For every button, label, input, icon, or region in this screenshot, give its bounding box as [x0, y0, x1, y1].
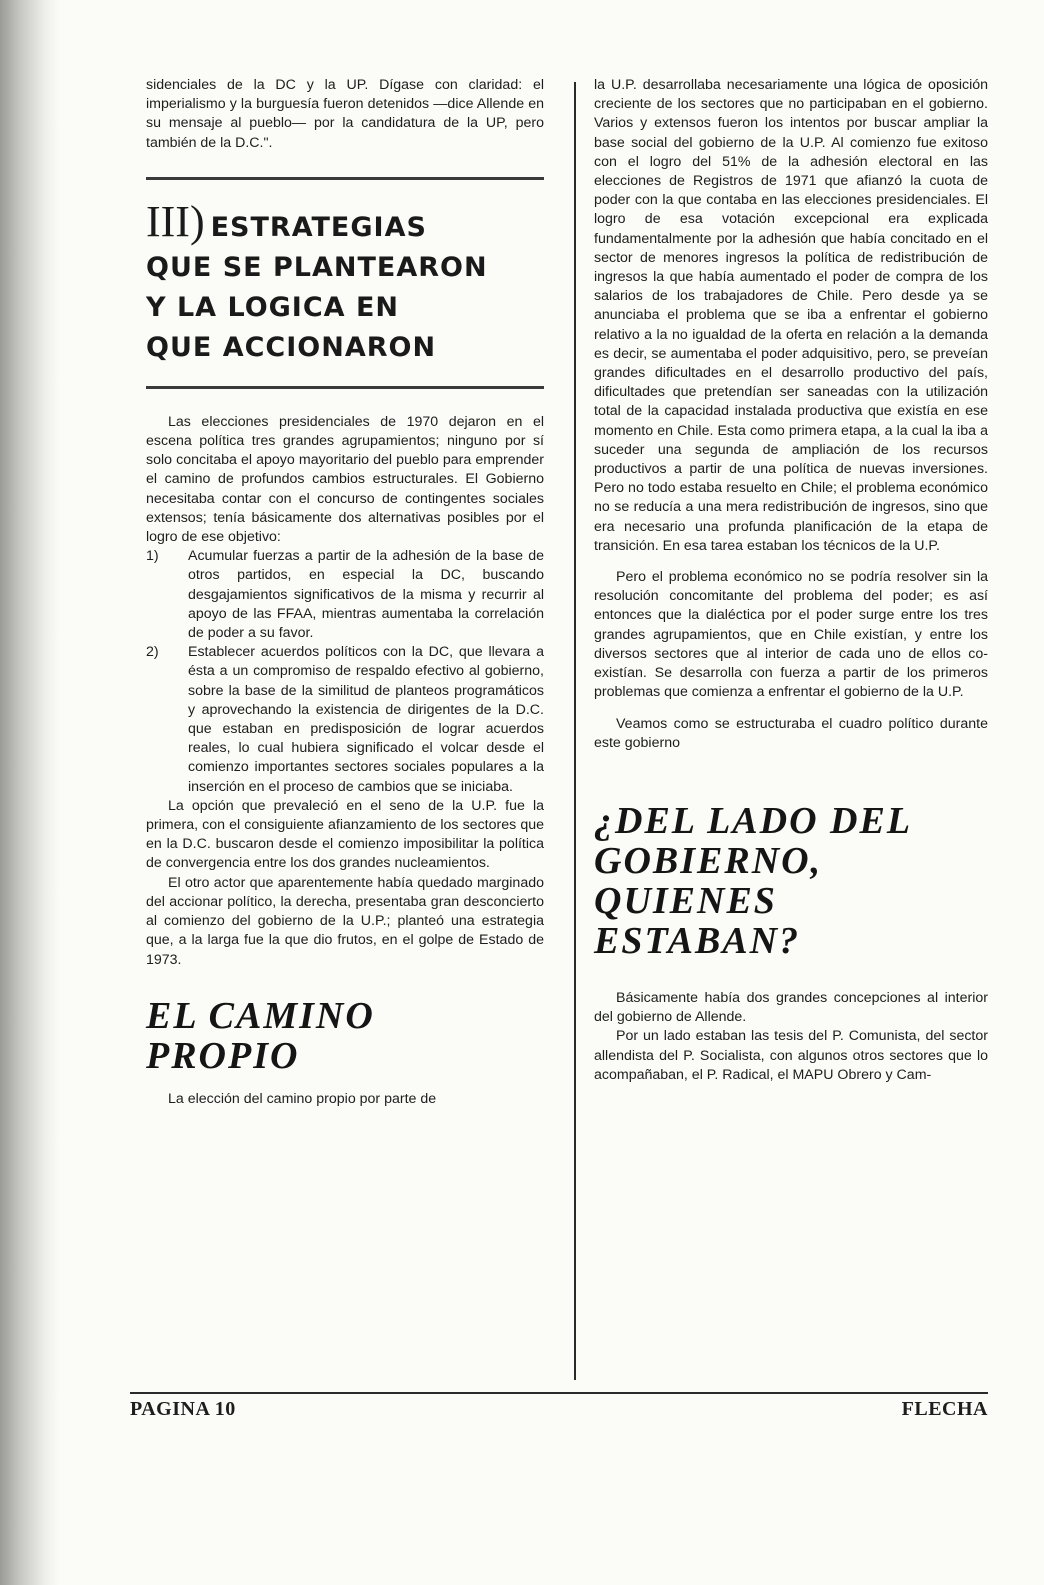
section-title-line-1: ESTRATEGIAS [210, 211, 427, 243]
page-number: PAGINA 10 [130, 1398, 236, 1420]
list-item-number: 2) [146, 644, 159, 661]
list-item-number: 1) [146, 548, 159, 565]
intro-paragraph: sidenciales de la DC y la UP. Dígase con claridad: el imperialismo y la burguesía fueron detenidos —dice Allende en su mensaje al pueblo— por la candidatura de la UP, pero también de la D.C.". [146, 77, 544, 151]
paragraph: Básicamente había dos grandes concepciones al interior del gobierno de Allende. [594, 989, 988, 1026]
list-item [146, 643, 544, 797]
section-title-line-3: Y LA LOGICA EN [146, 291, 400, 323]
paragraph: El otro actor que aparentemente había quedado marginado del accionar político, la derecha, presentaba gran desconcierto al comienzo del gobierno de la U.P.; planteó una estrategia que, a la larga fue la que dio frutos, en el golpe de Estado de 1973. [146, 874, 544, 968]
page-edge-shadow [0, 0, 60, 1585]
alternatives-list [146, 547, 544, 797]
paragraph: Las elecciones presidenciales de 1970 dejaron en el escena política tres grandes agrupamientos; ninguno por sí solo concitaba el apoyo mayoritario del pueblo para emprender el camino de profundos cambios estructurales. El Gobierno necesitaba contar con el concurso de contingentes sociales extensos; tenía básicamente dos alternativas posibles por el logro de ese objetivo: [146, 413, 544, 546]
page-footer [130, 1392, 988, 1424]
heading-line-1: ¿DEL LADO DEL [594, 799, 913, 842]
section-title-line-4: QUE ACCIONARON [146, 331, 437, 363]
column-divider [574, 82, 576, 1380]
paragraph: Veamos como se estructuraba el cuadro político durante este gobierno [594, 715, 988, 751]
paragraph: La opción que prevaleció en el seno de la U.P. fue la primera, con el consiguiente afianzamiento de los sectores que en la D.C. buscaron desde el comienzo imposibilitar la política de convergencia entre los dos grandes nucleamientos. [146, 797, 544, 872]
paragraph: Pero el problema económico no se podría resolver sin la resolución concomitante del problema del poder; es así entonces que la dialéctica por el poder surge entre los tres grandes agrupamientos, que en Chile existían, y entre los diversos sectores que al interior de cada uno de ellos co-existían. Se desarrolla con fuerza a partir de los primeros problemas que comienza a enfrentar el gobierno de la U.P. [594, 569, 988, 701]
paragraph: La elección del camino propio por parte de [168, 1090, 437, 1107]
section-roman-numeral: III) [146, 196, 205, 246]
magazine-name: FLECHA [901, 1398, 988, 1420]
heading-del-lado-del-gobierno [594, 801, 988, 961]
heading-line-3: QUIENES [594, 879, 777, 922]
left-column [146, 76, 544, 1109]
heading-line-2: PROPIO [146, 1034, 300, 1077]
list-item-text: Acumular fuerzas a partir de la adhesión de la base de otros partidos, en especial la DC, buscando desgajamientos significativos de la misma y recurrir al apoyo de las FFAA, mientras aumentaba la correlación de poder a su favor. [188, 548, 544, 642]
heading-line-4: ESTABAN? [594, 919, 801, 962]
right-column [594, 76, 988, 1085]
section-rule-top [146, 177, 544, 180]
list-item [146, 547, 544, 643]
section-rule-bottom [146, 386, 544, 389]
paragraph: la U.P. desarrollaba necesariamente una lógica de oposición creciente de los sectores que no participaban en el gobierno. Varios y extensos fueron los intentos por buscar ampliar la base social del gobierno de la U.P. Al comienzo fue exitoso con el logro del 51% de la adhesión electoral en las elecciones de Registros de 1971 que afianzó la cuota de poder con la que contaba en las elecciones presidenciales. El logro de esa votación excepcional era explicada fundamentalmente por la adhesión que había concitado en el sector de menores ingresos la política de redistribución de ingresos la que había aumentado el poder de compra de los salarios de los trabajadores de Chile. Pero desde ya se anunciaba el problema que se iba a enfrentar el gobierno relativo a la no igualdad de la oferta en relación a la demanda es decir, se aumentaba el poder adquisitivo, pero, se preveían grandes dificultades en el desarrollo productivo del país, dificultades que pretendían ser saneadas con la utilización total de la capacidad instalada productiva que existía en ese momento en Chile. Esta como primera etapa, a la cual la iba a suceder una segunda de ampliación de los recursos productivos a partir de una política de nuevas inversiones. Pero no todo estaba resuelto en Chile; el problema económico no se reducía a una mera redistribución de ingresos, sino que era necesario una profunda planificación de la etapa de transición. En esa tarea estaban los técnicos de la U.P. [594, 77, 988, 554]
section-title [146, 196, 544, 368]
heading-el-camino-propio [146, 996, 544, 1076]
paragraph: Por un lado estaban las tesis del P. Comunista, del sector allendista del P. Socialista, con algunos otros sectores que lo acompañaban, el P. Radical, el MAPU Obrero y Cam- [594, 1028, 988, 1083]
list-item-text: Establecer acuerdos políticos con la DC, que llevara a ésta a un compromiso de respaldo efectivo al gobierno, sobre la base de la similitud de planteos programáticos y aprovechando la existencia de dirigentes de la D.C. que estaban en predisposición de lograr acuerdos reales, lo cual hubiera significado el volcar desde el comienzo importantes sectores sociales populares a la inserción en el proceso de cambios que se iniciaba. [188, 644, 544, 795]
heading-line-1: EL CAMINO [146, 994, 375, 1037]
section-title-line-2: QUE SE PLANTEARON [146, 251, 488, 283]
heading-line-2: GOBIERNO, [594, 839, 823, 882]
